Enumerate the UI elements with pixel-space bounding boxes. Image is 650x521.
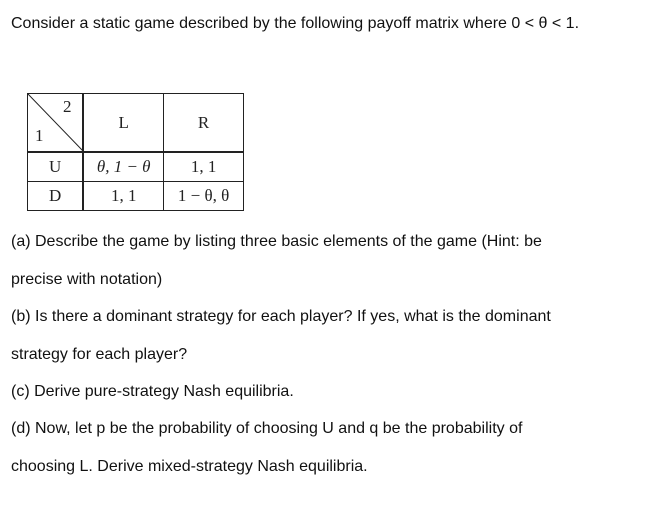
payoff-table — [27, 93, 244, 211]
payoff-u-r: 1, 1 — [164, 152, 244, 182]
question-b-line2: strategy for each player? — [11, 346, 188, 363]
payoff-d-r: 1 − θ, θ — [164, 182, 244, 211]
col-header-l: L — [83, 94, 163, 153]
matrix-corner-cell — [28, 94, 84, 153]
payoff-matrix — [27, 93, 244, 209]
question-d-line2: choosing L. Derive mixed-strategy Nash equilibria. — [11, 458, 368, 475]
row-header-u: U — [28, 152, 84, 182]
problem-intro: Consider a static game described by the following payoff matrix where 0 < θ < 1. — [11, 15, 580, 32]
payoff-u-l: θ, 1 − θ — [83, 152, 163, 182]
player2-label: 2 — [63, 97, 72, 116]
question-a-line2: precise with notation) — [11, 271, 163, 288]
player1-label: 1 — [35, 126, 44, 145]
question-b-line1: (b) Is there a dominant strategy for each player? If yes, what is the dominant — [11, 308, 551, 325]
question-c: (c) Derive pure-strategy Nash equilibria. — [11, 383, 294, 400]
payoff-d-l: 1, 1 — [83, 182, 163, 211]
question-d-line1: (d) Now, let p be the probability of choosing U and q be the probability of — [11, 420, 523, 437]
question-a-line1: (a) Describe the game by listing three basic elements of the game (Hint: be — [11, 233, 542, 250]
col-header-r: R — [164, 94, 244, 153]
row-header-d: D — [28, 182, 84, 211]
